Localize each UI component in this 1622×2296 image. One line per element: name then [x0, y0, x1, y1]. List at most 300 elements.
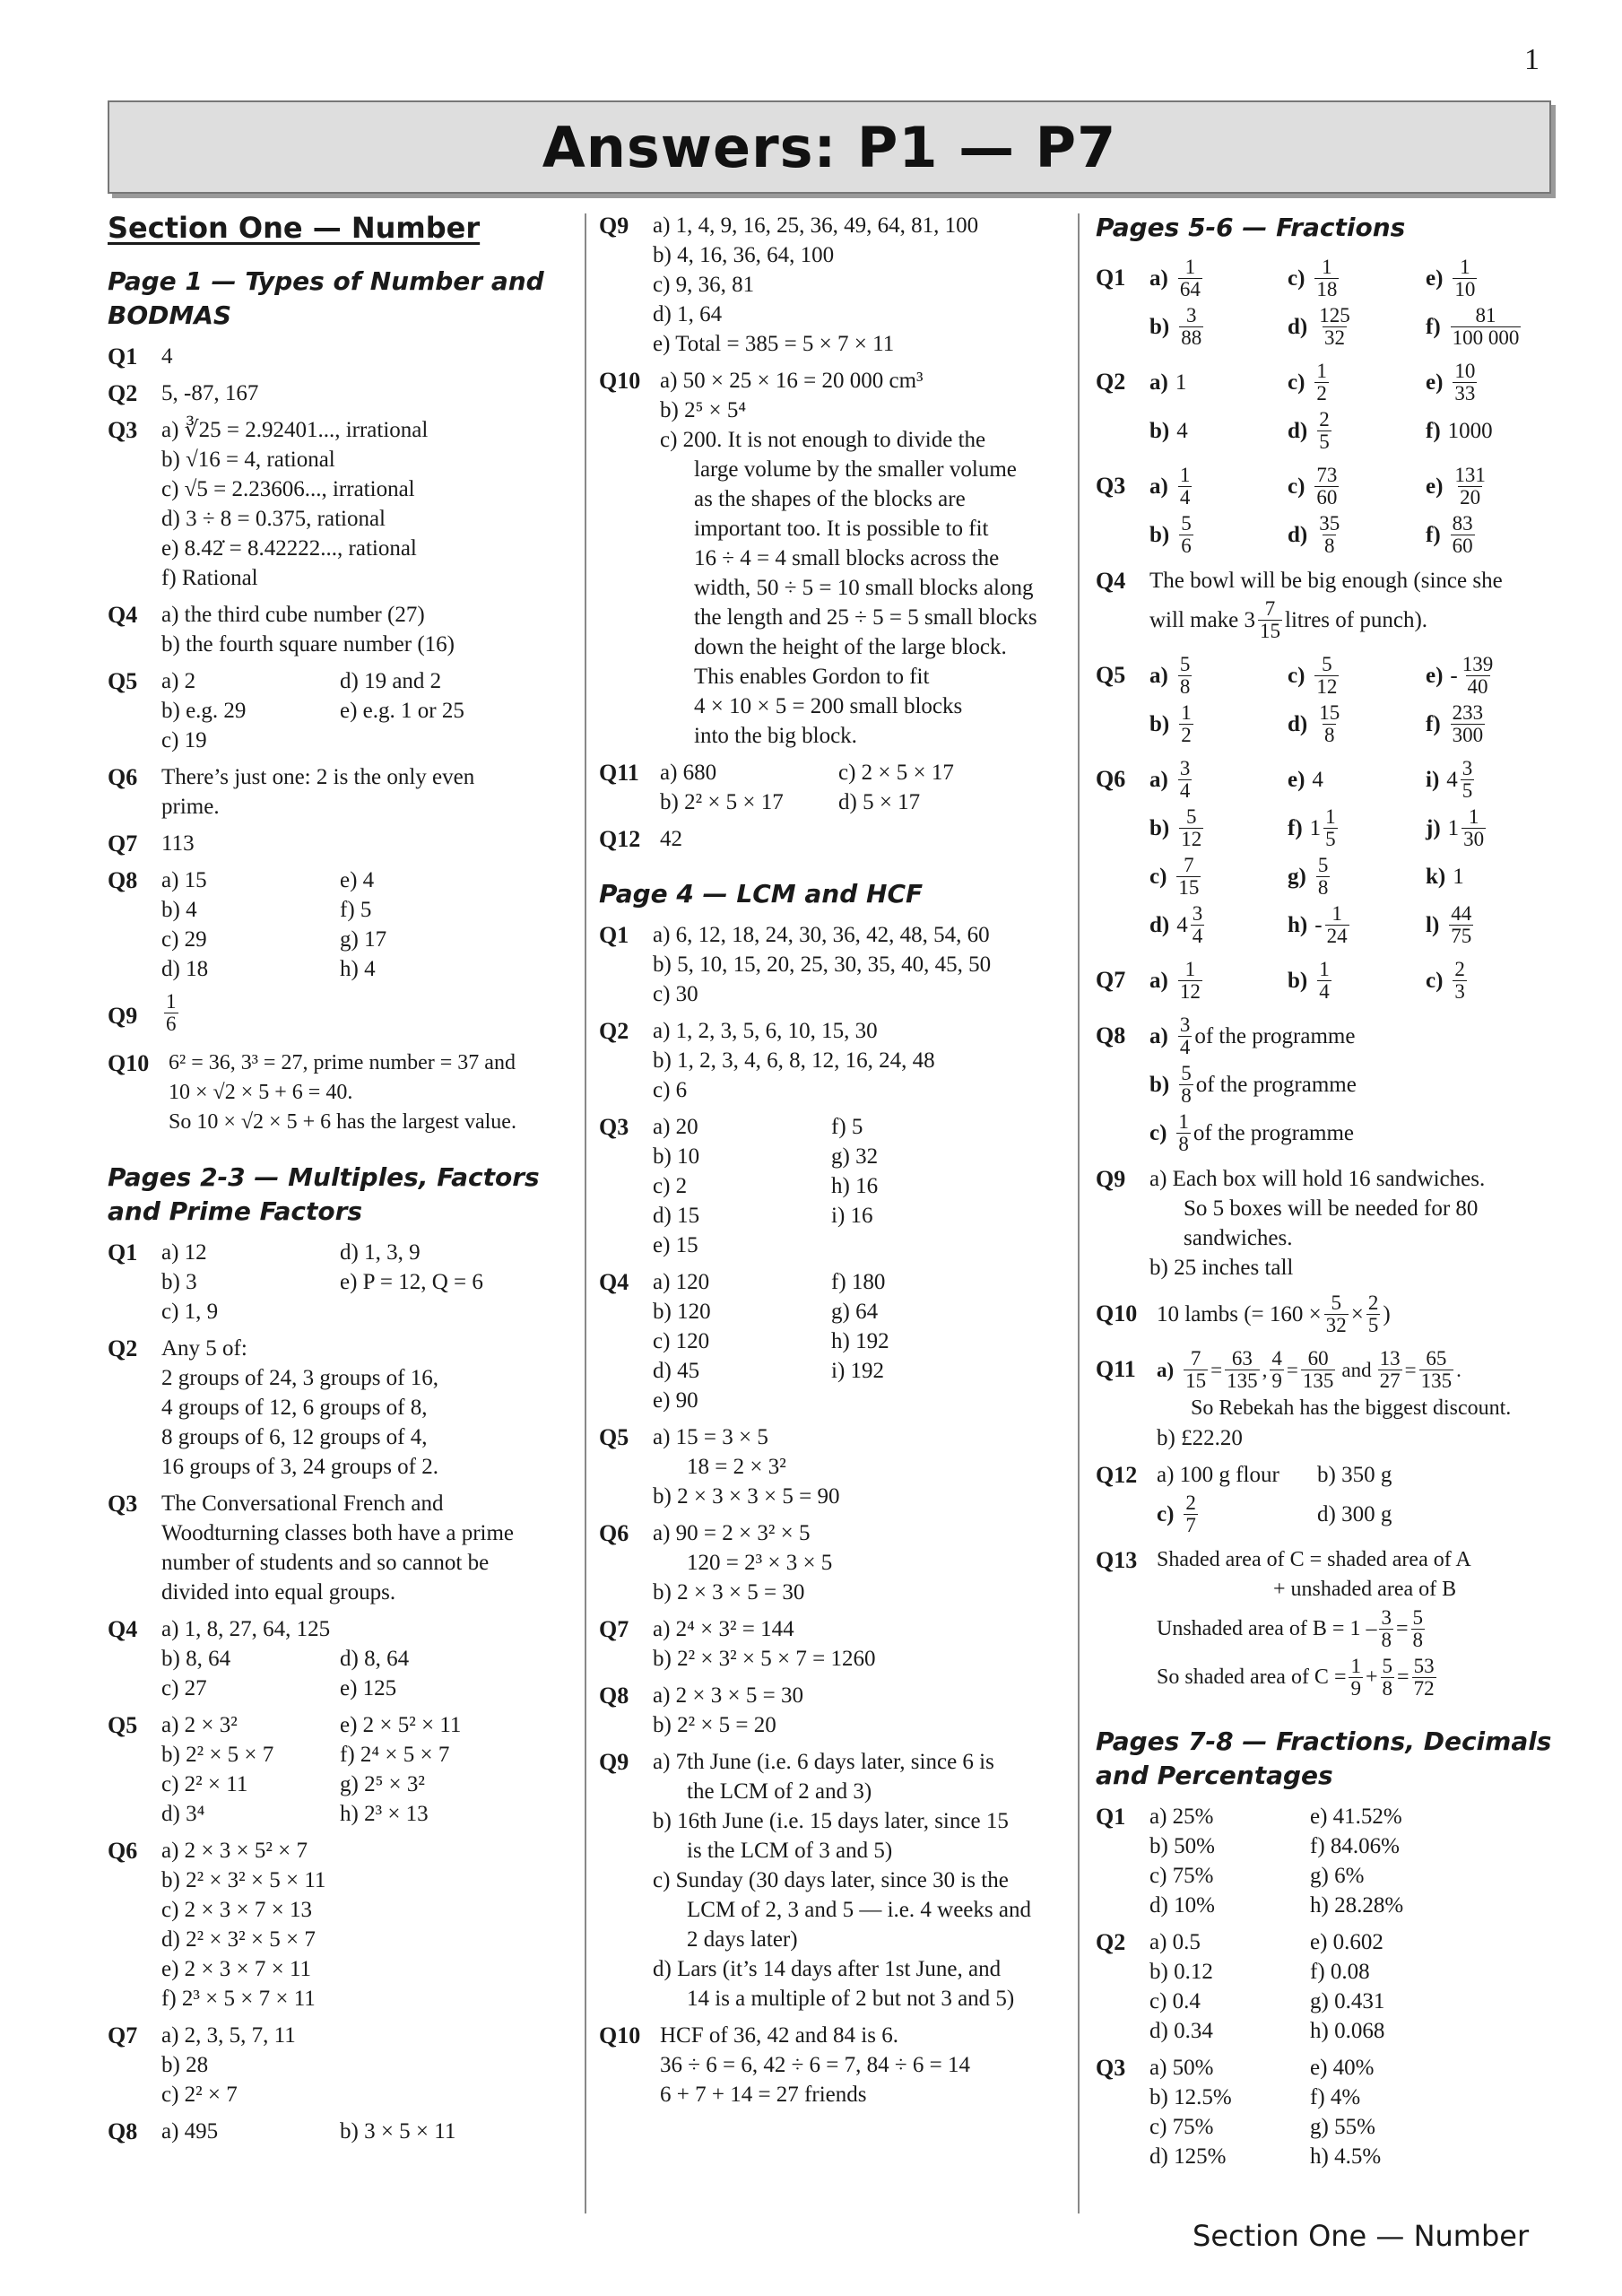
- answer-line: So shaded area of C = $\frac{1}{9}$ + $\frac{5}{8}$ = $\frac{53}{72}$: [1157, 1654, 1435, 1700]
- question-q8: Q8 a) $\frac{3}{4}$ of the programme b) $\frac{5}{8}$ of the programme c) $\frac{1}{8}$ of the programme: [1096, 1012, 1553, 1157]
- fraction: $\frac{5}{8}$: [1382, 1654, 1393, 1700]
- fraction: $\frac{53}{72}$: [1413, 1654, 1435, 1700]
- fraction: $\frac{3}{88}$: [1181, 303, 1202, 349]
- question-q8: [108, 2117, 583, 2146]
- answer-line: f) Rational: [161, 566, 258, 590]
- question-q8: [599, 1681, 1065, 1740]
- answer-line: b) 2 × 3 × 3 × 5 = 90: [653, 1484, 840, 1509]
- fraction: $\frac{233}{300}$: [1452, 700, 1484, 746]
- page-number: 1: [1524, 43, 1540, 76]
- answer-line: a) 0.5: [1149, 1930, 1201, 1954]
- answer-line: b) 3 × 5 × 11: [340, 2119, 456, 2144]
- answer-line: important too. It is possible to fit: [694, 517, 989, 541]
- answer-line: c) 1, 9: [161, 1300, 219, 1324]
- answer-line: a) 20: [653, 1115, 698, 1139]
- question-number: Q5: [1096, 662, 1126, 688]
- question-number: Q13: [1096, 1547, 1138, 1573]
- answer-line: 2 groups of 24, 3 groups of 16,: [161, 1366, 439, 1390]
- fraction: $\frac{1}{10}$: [1454, 255, 1476, 300]
- fraction: $\frac{1}{18}$: [1316, 255, 1338, 300]
- answer-line: Any 5 of:: [161, 1336, 247, 1361]
- title-banner: [108, 100, 1551, 194]
- answer-line: c) 2 × 5 × 17: [838, 761, 954, 785]
- question-number: Q9: [108, 1003, 138, 1029]
- fraction: $\frac{1}{64}$: [1179, 255, 1201, 300]
- answer-line: prime.: [161, 795, 220, 819]
- answer-line: e) Total = 385 = 5 × 7 × 11: [653, 332, 895, 356]
- answer-line: d) 18: [161, 957, 209, 981]
- answer-line: c) 30: [653, 982, 698, 1006]
- fraction: $\frac{5}{12}$: [1316, 652, 1338, 698]
- question-q1: [599, 920, 1065, 1009]
- answer-line: a) 2⁴ × 3² = 144: [653, 1617, 794, 1641]
- question-q3: [108, 1489, 583, 1607]
- question-number: Q1: [599, 922, 629, 948]
- answer-line: a) 1, 4, 9, 16, 25, 36, 49, 64, 81, 100: [653, 213, 979, 238]
- fraction: $\frac{2}{7}$: [1185, 1491, 1196, 1536]
- fraction: $\frac{5}{6}$: [1181, 511, 1192, 557]
- column-divider: [585, 213, 586, 2213]
- question-number: Q5: [108, 1712, 138, 1738]
- answer-line: d) 3⁴: [161, 1802, 205, 1826]
- answer-line: a) 120: [653, 1270, 710, 1294]
- answer-line: d) 10%: [1149, 1893, 1215, 1918]
- answer-line: b) 2² × 5 × 17: [660, 790, 784, 814]
- question-number: Q11: [599, 760, 639, 786]
- answer-line: a) 680: [660, 761, 717, 785]
- answer-line: b) 50%: [1149, 1834, 1215, 1858]
- page-heading: Page 4 — LCM and HCF: [599, 879, 924, 909]
- question-number: Q7: [599, 1616, 629, 1642]
- question-q9: [599, 1747, 1065, 2013]
- answer-line: LCM of 2, 3 and 5 — i.e. 4 weeks and: [687, 1898, 1031, 1922]
- answer-line: d) 1, 3, 9: [340, 1240, 421, 1265]
- fraction: $\frac{125}{32}$: [1319, 303, 1350, 349]
- answer-line: a) 12: [161, 1240, 207, 1265]
- question-number: Q10: [599, 368, 641, 394]
- fraction: $\frac{5}{8}$: [1317, 853, 1329, 899]
- answer-line: h) 0.068: [1310, 2019, 1385, 2043]
- answer-line: the LCM of 2 and 3): [687, 1779, 872, 1804]
- answer-line: 36 ÷ 6 = 6, 42 ÷ 6 = 7, 84 ÷ 6 = 14: [660, 2053, 970, 2077]
- fraction: $\frac{3}{4}$: [1179, 1013, 1191, 1058]
- answer-line: a) $\frac{7}{15}$ = $\frac{63}{135}$ , $\frac{4}{9}$ = $\frac{60}{135}$ and $\frac{13}{27}$ = $\frac{65}{135}$ .: [1157, 1346, 1462, 1392]
- question-number: Q6: [599, 1520, 629, 1546]
- question-q9: [108, 991, 583, 1041]
- question-q7: [108, 2021, 583, 2109]
- question-q1: [108, 1238, 583, 1326]
- question-q6: [108, 762, 583, 822]
- answer-line: b) 0.12: [1149, 1960, 1213, 1984]
- fraction: $\frac{3}{4}$: [1179, 756, 1191, 802]
- answer-line: e) 2 × 3 × 7 × 11: [161, 1957, 312, 1981]
- answer-line: e) 90: [653, 1388, 698, 1413]
- answer-line: b) 2² × 5 = 20: [653, 1713, 776, 1737]
- answer-line: b) 1, 2, 3, 4, 6, 8, 12, 16, 24, 48: [653, 1048, 935, 1073]
- question-number: Q3: [599, 1114, 629, 1140]
- answer-line: a) 100 g flour: [1157, 1463, 1279, 1487]
- answer-line: e) 4: [340, 868, 375, 892]
- answer-line: b) 25 inches tall: [1149, 1256, 1294, 1280]
- question-number: Q9: [599, 213, 629, 239]
- answer-line: b) 2 × 3 × 5 = 30: [653, 1580, 805, 1605]
- question-q1: [1096, 1802, 1553, 1920]
- fraction: $\frac{10}{33}$: [1454, 359, 1476, 404]
- fraction: $\frac{7}{15}$: [1178, 853, 1200, 899]
- fraction: $\frac{5}{8}$: [1179, 652, 1191, 698]
- answer-line: a) 15: [161, 868, 207, 892]
- question-q4: [108, 600, 583, 659]
- question-number: Q7: [108, 2022, 138, 2048]
- answer-line: a) 50 × 25 × 16 = 20 000 cm³: [660, 369, 924, 393]
- answer-line: HCF of 36, 42 and 84 is 6.: [660, 2023, 898, 2048]
- fraction: $\frac{83}{60}$: [1452, 511, 1473, 557]
- question-q2: [1096, 1927, 1553, 2046]
- fraction: $\frac{1}{4}$: [1179, 463, 1191, 509]
- answer-line: a) 495: [161, 2119, 219, 2144]
- answer-line: a) 2 × 3²: [161, 1713, 238, 1737]
- question-number: Q4: [108, 1616, 138, 1642]
- fraction: $\frac{5}{32}$: [1325, 1291, 1347, 1336]
- answer-line: a) 6, 12, 18, 24, 30, 36, 42, 48, 54, 60: [653, 923, 990, 947]
- question-q2: Q2 a) 1 c) $\frac{1}{2}$ e) $\frac{10}{33}$ b) 4 d) $\frac{2}{5}$ f) 1000: [1096, 358, 1553, 455]
- answer-line: e) 8.42̇ = 8.42222..., rational: [161, 536, 417, 561]
- answer-line: sandwiches.: [1184, 1226, 1293, 1250]
- fraction: $\frac{63}{135}$: [1227, 1346, 1258, 1392]
- fraction: $\frac{5}{8}$: [1412, 1605, 1424, 1651]
- answer-line: b) £22.20: [1157, 1426, 1243, 1450]
- page-heading: Pages 5-6 — Fractions: [1096, 213, 1406, 242]
- fraction: $\frac{44}{75}$: [1451, 901, 1472, 947]
- answer-line: + unshaded area of B: [1273, 1578, 1457, 1601]
- answer-line: e) 0.602: [1310, 1930, 1383, 1954]
- answer-line: b) 120: [653, 1300, 711, 1324]
- answer-line: e) P = 12, Q = 6: [340, 1270, 483, 1294]
- answer-line: e) e.g. 1 or 25: [340, 699, 464, 723]
- question-number: Q9: [599, 1749, 629, 1775]
- answer-line: b) 3: [161, 1270, 197, 1294]
- question-number: Q3: [1096, 2055, 1126, 2081]
- answer-line: f) 2⁴ × 5 × 7: [340, 1743, 450, 1767]
- question-q8: [108, 865, 583, 984]
- fraction: $\frac{35}{8}$: [1319, 511, 1340, 557]
- answer-line: There’s just one: 2 is the only even: [161, 765, 475, 789]
- answer-line: a) 1, 8, 27, 64, 125: [161, 1617, 331, 1641]
- answer-line: h) 4.5%: [1310, 2144, 1382, 2169]
- fraction: $\frac{1}{2}$: [1316, 359, 1327, 404]
- fraction: $\frac{3}{5}$: [1462, 756, 1473, 802]
- question-q10: [599, 2021, 1065, 2109]
- answer-line: Shaded area of C = shaded area of A: [1157, 1548, 1471, 1571]
- question-q4: [108, 1614, 583, 1703]
- footer-section-label: Section One — Number: [1193, 2219, 1530, 2253]
- question-number: Q3: [108, 417, 138, 443]
- fraction: $\frac{139}{40}$: [1462, 652, 1494, 698]
- answer-line: width, 50 ÷ 5 = 10 small blocks along: [694, 576, 1034, 600]
- fraction: $\frac{1}{12}$: [1179, 957, 1201, 1003]
- question-number: Q8: [108, 2118, 138, 2144]
- question-number: Q2: [599, 1018, 629, 1044]
- answer-line: The Conversational French and: [161, 1492, 444, 1516]
- fraction: $\frac{73}{60}$: [1316, 463, 1338, 509]
- answer-line: c) 19: [161, 728, 207, 752]
- fraction: $\frac{4}{9}$: [1271, 1346, 1282, 1392]
- answer-line: c) 0.4: [1149, 1989, 1201, 2013]
- answer-line: c) 9, 36, 81: [653, 273, 755, 297]
- answer-line: c) 2: [653, 1174, 688, 1198]
- question-number: Q4: [108, 602, 138, 628]
- question-q3: [108, 415, 583, 593]
- question-q7: [108, 829, 583, 858]
- answer-line: 16 groups of 3, 24 groups of 2.: [161, 1455, 439, 1479]
- answer-line: e) 15: [653, 1233, 698, 1257]
- question-q10: [599, 366, 1065, 751]
- answer-line: into the big block.: [694, 724, 857, 748]
- question-q4: [599, 1267, 1065, 1415]
- question-q12: Q12 a) 100 g flour b) 350 g c) $\frac{2}{7}$ d) 300 g: [1096, 1460, 1553, 1538]
- answer-line: b) 2² × 3² × 5 × 11: [161, 1868, 326, 1892]
- answer-line: f) 84.06%: [1310, 1834, 1400, 1858]
- fraction: $\frac{1}{5}$: [1325, 804, 1336, 850]
- answer-line: number of students and so cannot be: [161, 1551, 490, 1575]
- answer-line: c) 75%: [1149, 2115, 1214, 2139]
- answer-line: d) 0.34: [1149, 2019, 1213, 2043]
- question-number: Q10: [599, 2022, 641, 2048]
- answer-line: h) 28.28%: [1310, 1893, 1404, 1918]
- answer-line: c) 120: [653, 1329, 710, 1353]
- question-q6: [108, 1836, 583, 2013]
- question-number: Q4: [1096, 568, 1126, 594]
- fraction: $\frac{65}{135}$: [1420, 1346, 1453, 1392]
- answer-line: 18 = 2 × 3²: [687, 1455, 786, 1479]
- question-number: Q11: [1096, 1356, 1136, 1382]
- answer-line: a) 50%: [1149, 2056, 1214, 2080]
- answer-line: h) 192: [831, 1329, 889, 1353]
- answer-line: c) √5 = 2.23606..., irrational: [161, 477, 415, 501]
- fraction: $\frac{15}{8}$: [1319, 700, 1340, 746]
- question-number: Q3: [108, 1491, 138, 1517]
- answer-line: d) 300 g: [1317, 1501, 1392, 1526]
- answer-line: d) 3 ÷ 8 = 0.375, rational: [161, 507, 386, 531]
- answer-line: g) 6%: [1310, 1864, 1365, 1888]
- answer-line: b) the fourth square number (16): [161, 632, 455, 657]
- question-q5: [599, 1422, 1065, 1511]
- question-number: Q12: [599, 826, 641, 852]
- answer-line: 4 groups of 12, 6 groups of 8,: [161, 1396, 428, 1420]
- column-divider: [1078, 213, 1080, 2213]
- question-number: Q9: [1096, 1166, 1126, 1192]
- answer-line: 42: [660, 827, 682, 851]
- answer-line: d) 8, 64: [340, 1647, 410, 1671]
- answer-line: g) 0.431: [1310, 1989, 1385, 2013]
- question-number: Q8: [1096, 1022, 1126, 1048]
- answer-line: b) 4, 16, 36, 64, 100: [653, 243, 835, 267]
- answer-line: Unshaded area of B = 1 – $\frac{3}{8}$ = $\frac{5}{8}$: [1157, 1605, 1424, 1651]
- section-title: Section One — Number: [108, 211, 481, 245]
- answer-line: b) 4: [161, 898, 197, 922]
- question-q6: Q6 a) $\frac{3}{4}$ e) 4 i) 4 $\frac{3}{5}$ b) $\frac{5}{12}$ f) 1 $\frac{1}{5}$ j) 1 $\frac{1}{30}$ c) $\frac{7}{15}$ g) $\frac{5}{8}$ k) 1 d) 4 $\frac{3}{4}$ h) - $\frac{1}{24}$ l) $\frac{44}{75}$: [1096, 755, 1553, 949]
- fraction: $\frac{5}{8}$: [1181, 1061, 1192, 1107]
- answer-line: b) 10: [653, 1144, 700, 1169]
- question-number: Q1: [108, 1239, 138, 1265]
- answer-line: c) 29: [161, 927, 207, 952]
- column-2: [599, 211, 1065, 2220]
- answer-line: f) 2³ × 5 × 7 × 11: [161, 1987, 316, 2011]
- fraction: $\frac{2}{5}$: [1319, 407, 1330, 453]
- answer-line: f) 180: [831, 1270, 886, 1294]
- answer-line: 2 days later): [687, 1927, 798, 1952]
- answer-line: b) 2⁵ × 5⁴: [660, 398, 747, 422]
- question-q1: [108, 342, 583, 371]
- question-number: Q8: [108, 867, 138, 893]
- answer-line: a) 1, 2, 3, 5, 6, 10, 15, 30: [653, 1019, 878, 1043]
- answer-line: b) 2² × 3² × 5 × 7 = 1260: [653, 1647, 876, 1671]
- question-q4: [1096, 566, 1553, 644]
- question-q7: Q7 a) $\frac{1}{12}$ b) $\frac{1}{4}$ c) $\frac{2}{3}$: [1096, 956, 1553, 1004]
- answer-line: a) 2 × 3 × 5 = 30: [653, 1683, 803, 1708]
- question-number: Q5: [108, 668, 138, 694]
- answer-line: a) 2: [161, 669, 196, 693]
- question-number: Q7: [1096, 967, 1126, 993]
- answer-line: c) 75%: [1149, 1864, 1214, 1888]
- answer-line: i) 16: [831, 1204, 873, 1228]
- answer-line: d) 5 × 17: [838, 790, 921, 814]
- answer-line: 4: [161, 344, 173, 369]
- fraction: $\frac{7}{15}$: [1260, 596, 1281, 642]
- answer-line: 4 × 10 × 5 = 200 small blocks: [694, 694, 963, 718]
- fraction: $\frac{13}{27}$: [1379, 1346, 1401, 1392]
- question-number: Q3: [1096, 473, 1126, 499]
- answer-line: So 10 × √2 × 5 + 6 has the largest value.: [169, 1110, 516, 1134]
- answer-line: d) Lars (it’s 14 days after 1st June, and: [653, 1957, 1002, 1981]
- answer-line: d) 2² × 3² × 5 × 7: [161, 1927, 316, 1952]
- fraction: $\frac{2}{3}$: [1454, 957, 1465, 1003]
- question-number: Q6: [108, 1838, 138, 1864]
- fraction: $\frac{1}{2}$: [1181, 700, 1192, 746]
- answer-line: So Rebekah has the biggest discount.: [1191, 1396, 1512, 1420]
- answer-line: The bowl will be big enough (since she: [1149, 569, 1503, 593]
- answer-line: 120 = 2³ × 3 × 5: [687, 1551, 833, 1575]
- question-q3: Q3 a) $\frac{1}{4}$ c) $\frac{73}{60}$ e) $\frac{131}{20}$ b) $\frac{5}{6}$ d) $\frac{35}{8}$ f) $\frac{83}{60}$: [1096, 462, 1553, 559]
- answer-line: b) 8, 64: [161, 1647, 231, 1671]
- question-number: Q1: [108, 344, 138, 370]
- answer-line: c) 2² × 7: [161, 2083, 238, 2107]
- question-number: Q6: [1096, 766, 1126, 792]
- answer-line: b) 12.5%: [1149, 2085, 1232, 2109]
- answer-line: f) 0.08: [1310, 1960, 1370, 1984]
- question-q1: Q1 a) $\frac{1}{64}$ c) $\frac{1}{18}$ e) $\frac{1}{10}$ b) $\frac{3}{88}$ d) $\frac{125}{32}$ f) $\frac{81}{100 000}$: [1096, 254, 1553, 351]
- question-q5: [108, 1710, 583, 1829]
- answer-line: 5, -87, 167: [161, 381, 259, 405]
- answer-line: divided into equal groups.: [161, 1580, 396, 1605]
- answer-line: a) Each box will hold 16 sandwiches.: [1149, 1167, 1486, 1191]
- question-number: Q1: [1096, 265, 1126, 291]
- column-1: [108, 211, 583, 2220]
- answer-line: d) 45: [653, 1359, 700, 1383]
- question-q6: [599, 1518, 1065, 1607]
- question-number: Q7: [108, 831, 138, 857]
- question-q12: [599, 824, 1065, 854]
- page-heading: Pages 2-3 — Multiples, Factors and Prime Factors: [108, 1162, 540, 1226]
- fraction: $\frac{1}{6}$: [166, 990, 177, 1035]
- answer-line: 10 × √2 × 5 + 6 = 40.: [169, 1081, 353, 1104]
- answer-line: g) 55%: [1310, 2115, 1375, 2139]
- question-q10: Q10 10 lambs (= 160 × $\frac{5}{32}$ × $\frac{2}{5}$ ): [1096, 1290, 1553, 1338]
- answer-line: So 5 boxes will be needed for 80: [1184, 1196, 1479, 1221]
- answer-line: g) 17: [340, 927, 387, 952]
- question-q3: [1096, 2053, 1553, 2171]
- answer-line: c) 2² × 11: [161, 1772, 248, 1796]
- answer-line: b) e.g. 29: [161, 699, 247, 723]
- answer-line: b) 28: [161, 2053, 209, 2077]
- question-number: Q2: [1096, 369, 1126, 395]
- answer-line: e) 40%: [1310, 2056, 1375, 2080]
- answer-line: f) 4%: [1310, 2085, 1361, 2109]
- answer-line: as the shapes of the blocks are: [694, 487, 966, 511]
- answer-line: e) 2 × 5² × 11: [340, 1713, 462, 1737]
- question-q7: [599, 1614, 1065, 1674]
- question-q5: Q5 a) $\frac{5}{8}$ c) $\frac{5}{12}$ e) - $\frac{139}{40}$ b) $\frac{1}{2}$ d) $\frac{15}{8}$ f) $\frac{233}{300}$: [1096, 651, 1553, 748]
- question-number: Q2: [108, 380, 138, 406]
- question-number: Q8: [599, 1683, 629, 1709]
- question-number: Q6: [108, 764, 138, 790]
- answer-line: a) 90 = 2 × 3² × 5: [653, 1521, 811, 1545]
- question-number: Q1: [1096, 1804, 1126, 1830]
- answer-line: d) 125%: [1149, 2144, 1227, 2169]
- question-number: Q4: [599, 1269, 629, 1295]
- answer-line: the length and 25 ÷ 5 = 5 small blocks: [694, 605, 1037, 630]
- answer-line: h) 4: [340, 957, 376, 981]
- answer-line: a) 7th June (i.e. 6 days later, since 6 is: [653, 1750, 994, 1774]
- answer-line: f) 5: [340, 898, 372, 922]
- question-q13: [1096, 1545, 1553, 1701]
- fraction: $\frac{1}{4}$: [1319, 957, 1330, 1003]
- answer-line: 8 groups of 6, 12 groups of 4,: [161, 1425, 428, 1449]
- answer-line: c) 2 × 3 × 7 × 13: [161, 1898, 312, 1922]
- fraction: $\frac{1}{24}$: [1326, 901, 1348, 947]
- fraction: $\frac{131}{20}$: [1454, 463, 1486, 509]
- answer-line: e) 125: [340, 1676, 397, 1700]
- fraction: $\frac{60}{135}$: [1302, 1346, 1334, 1392]
- answer-line: e) 41.52%: [1310, 1805, 1402, 1829]
- fraction: $\frac{2}{5}$: [1367, 1291, 1379, 1336]
- answer-line: b) 2² × 5 × 7: [161, 1743, 274, 1767]
- answer-line: is the LCM of 3 and 5): [687, 1839, 893, 1863]
- question-q5: [108, 666, 583, 755]
- question-q9: [1096, 1164, 1553, 1283]
- answer-line: down the height of the large block.: [694, 635, 1007, 659]
- answer-line: b) 5, 10, 15, 20, 25, 30, 35, 40, 45, 50: [653, 952, 992, 977]
- question-number: Q2: [108, 1335, 138, 1361]
- answer-line: b) 16th June (i.e. 15 days later, since 15: [653, 1809, 1009, 1833]
- question-q2: [108, 378, 583, 408]
- answer-line: d) 15: [653, 1204, 700, 1228]
- question-number: Q2: [1096, 1929, 1126, 1955]
- answer-line: d) 1, 64: [653, 302, 723, 326]
- question-q2: [108, 1334, 583, 1482]
- answer-line: a) 2 × 3 × 5² × 7: [161, 1839, 308, 1863]
- column-3: [1096, 211, 1553, 2220]
- answer-line: a) 25%: [1149, 1805, 1214, 1829]
- answer-line: a) the third cube number (27): [161, 603, 425, 627]
- answer-line: large volume by the smaller volume: [694, 457, 1017, 482]
- answer-line: i) 192: [831, 1359, 885, 1383]
- fraction: $\frac{1}{30}$: [1463, 804, 1485, 850]
- question-q9: [599, 211, 1065, 359]
- answer-line: h) 16: [831, 1174, 879, 1198]
- question-q2: [599, 1016, 1065, 1105]
- question-number: Q12: [1096, 1462, 1138, 1488]
